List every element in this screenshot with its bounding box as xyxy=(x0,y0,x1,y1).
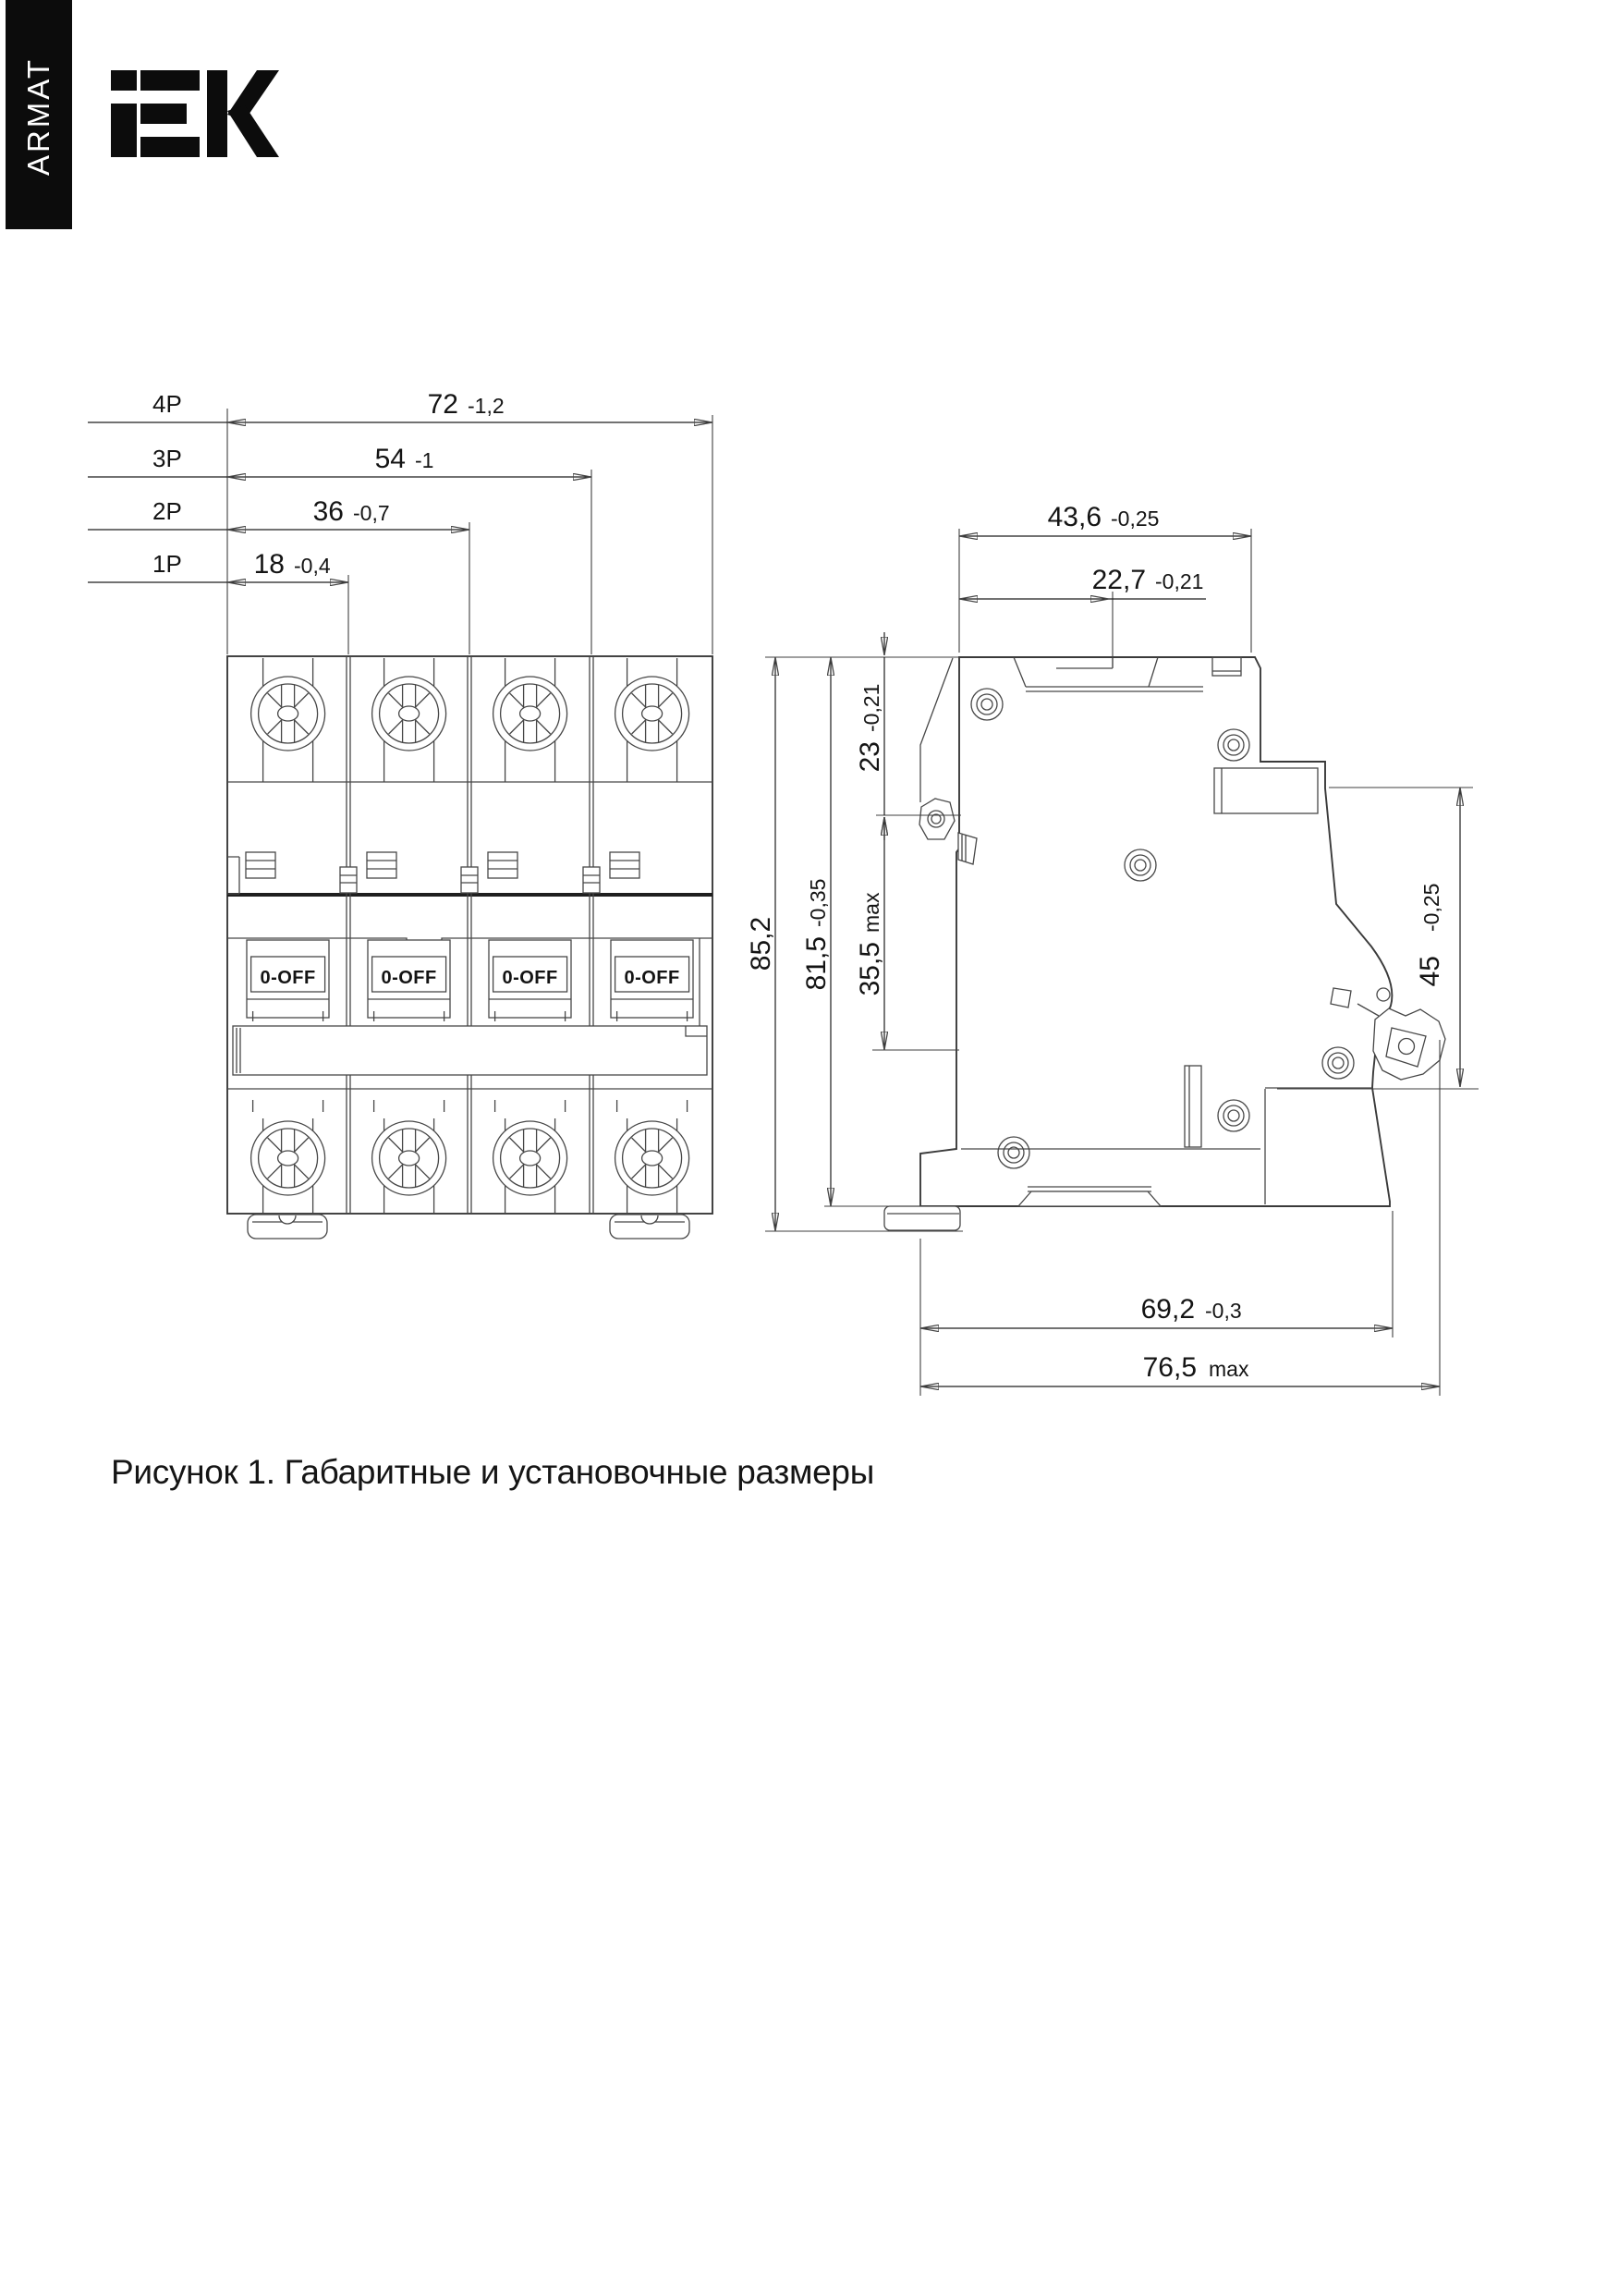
dim-value: 76,5 xyxy=(1142,1352,1197,1383)
dim-tolerance: -0,7 xyxy=(353,501,390,525)
dim-value: 45 xyxy=(1415,956,1445,987)
dim-body-height-81-5 xyxy=(801,657,832,1206)
dim-value: 54 xyxy=(374,444,406,474)
dim-latch-travel-35-5 xyxy=(855,817,885,1050)
dim-value: 81,5 xyxy=(801,936,832,991)
dim-tolerance: -0,35 xyxy=(806,878,830,927)
dim-tolerance: max xyxy=(1209,1357,1249,1381)
dim-value: 85,2 xyxy=(746,916,776,971)
dim-row-1p xyxy=(88,549,348,654)
pole-count-label: 1P xyxy=(152,550,182,578)
dim-top-to-latch-23 xyxy=(855,632,885,840)
figure-caption: Рисунок 1. Габаритные и установочные размеры xyxy=(111,1453,875,1491)
side-view xyxy=(884,657,1445,1230)
din-rail-band xyxy=(233,1026,707,1075)
dim-value: 69,2 xyxy=(1140,1294,1195,1325)
dim-row-3p xyxy=(88,444,591,654)
dim-tolerance: -0,3 xyxy=(1205,1299,1242,1323)
dim-tolerance: -0,21 xyxy=(1155,569,1204,593)
dim-value: 43,6 xyxy=(1047,502,1102,532)
dim-tolerance: -0,21 xyxy=(859,683,883,732)
pole-count-label: 3P xyxy=(152,445,182,472)
dim-tolerance: -0,25 xyxy=(1111,507,1160,531)
armat-label: ARMAT xyxy=(21,56,55,177)
pole-count-label: 4P xyxy=(152,390,182,418)
pole-count-label: 2P xyxy=(152,497,182,525)
dim-value: 23 xyxy=(855,741,885,773)
dim-rail-center-22-7 xyxy=(959,565,1206,667)
dim-value: 22,7 xyxy=(1091,565,1146,595)
dim-total-height-85-2 xyxy=(746,657,776,1231)
dim-tolerance: max xyxy=(859,892,883,933)
dimension-drawing: 0-OFF 4P 72 -1,2 3P 54 -1 2P 36 -0,7 1P 18 -0,4 43,6 -0,25 22,7 -0,21 85,2 81,5 -0,35 23 -0,21 35,5 max 45 -0,25 69,2 -0,3 76,5 max xyxy=(0,0,1619,2296)
dim-tolerance: -1,2 xyxy=(468,394,505,418)
front-dimensions xyxy=(88,389,712,654)
dim-value: 36 xyxy=(312,496,344,527)
dim-tolerance: -1 xyxy=(415,448,434,472)
dim-tolerance: -0,4 xyxy=(294,554,331,578)
dim-tolerance: -0,25 xyxy=(1419,883,1443,932)
dim-value: 72 xyxy=(427,389,458,420)
front-view xyxy=(227,656,712,1239)
dim-value: 35,5 xyxy=(855,942,885,996)
dim-value: 18 xyxy=(253,549,285,580)
